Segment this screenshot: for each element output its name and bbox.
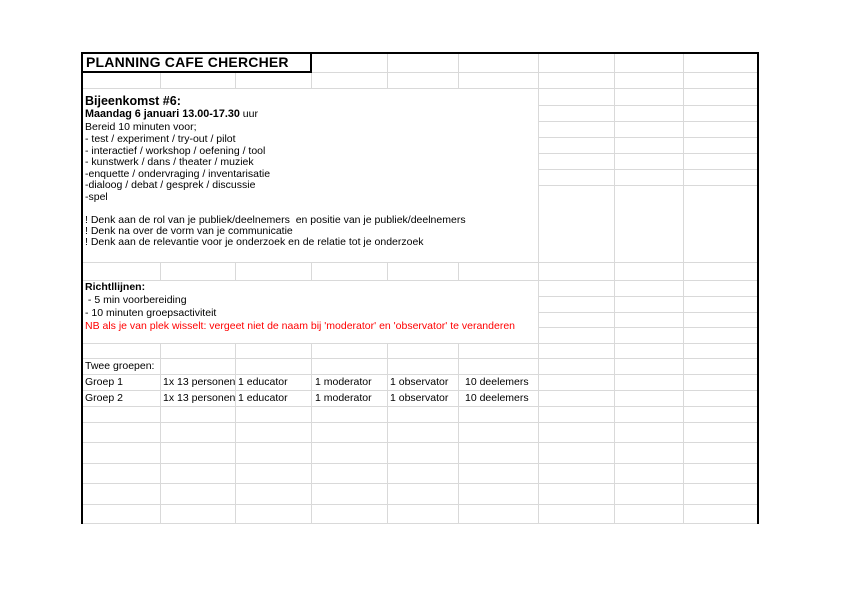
group-cell-personen: 1x 13 personen bbox=[163, 376, 236, 388]
gridline bbox=[614, 343, 615, 523]
note-line: ! Denk aan de rol van je publiek/deelnemers en positie van je publiek/deelnemers bbox=[85, 214, 466, 226]
gridline bbox=[81, 280, 759, 281]
group-name-cell: Groep 2 bbox=[85, 392, 123, 404]
gridline bbox=[81, 442, 759, 443]
group-cell-deelnemers: 10 deelemers bbox=[465, 376, 529, 388]
gridline bbox=[160, 343, 161, 523]
gridline bbox=[235, 262, 236, 280]
gridline bbox=[81, 463, 759, 464]
gridline bbox=[614, 52, 615, 72]
title-cell-border-right bbox=[310, 52, 312, 73]
gridline bbox=[683, 262, 684, 280]
gridline bbox=[311, 72, 759, 73]
gridline bbox=[683, 52, 684, 72]
meeting-datetime-suffix: uur bbox=[239, 108, 258, 120]
gridline bbox=[538, 153, 759, 154]
gridline bbox=[538, 262, 539, 280]
meeting-datetime-bold: Maandag 6 januari 13.00-17.30 bbox=[85, 108, 240, 120]
group-name-cell: Groep 1 bbox=[85, 376, 123, 388]
gridline bbox=[614, 280, 615, 343]
group-cell-moderator: 1 moderator bbox=[315, 392, 372, 404]
gridline bbox=[235, 72, 236, 88]
option-line: - test / experiment / try-out / pilot bbox=[85, 133, 236, 145]
gridline bbox=[458, 343, 459, 523]
gridline bbox=[683, 280, 684, 343]
gridline bbox=[81, 343, 759, 344]
gridline bbox=[458, 52, 459, 72]
gridline bbox=[160, 72, 161, 88]
gridline bbox=[538, 327, 759, 328]
gridline bbox=[387, 52, 388, 72]
gridline bbox=[81, 88, 759, 89]
gridline bbox=[387, 343, 388, 523]
gridline bbox=[538, 312, 759, 313]
gridline bbox=[81, 523, 759, 524]
gridline bbox=[538, 137, 759, 138]
group-row bbox=[81, 374, 759, 390]
option-line: -spel bbox=[85, 190, 108, 203]
gridline bbox=[538, 343, 539, 523]
gridline bbox=[538, 280, 539, 343]
gridline bbox=[81, 483, 759, 484]
group-cell-educator: 1 educator bbox=[238, 376, 288, 388]
groups-heading: Twee groepen: bbox=[85, 360, 155, 372]
group-cell-deelnemers: 10 deelemers bbox=[465, 392, 529, 404]
gridline bbox=[538, 72, 539, 88]
gridline bbox=[538, 169, 759, 170]
nb-warning: NB als je van plek wisselt: vergeet niet de naam bij 'moderator' en 'observator' te veranderen bbox=[85, 320, 515, 332]
title-cell-border-bottom bbox=[81, 71, 312, 73]
option-list bbox=[85, 134, 270, 204]
notes-list bbox=[85, 215, 466, 249]
group-cell-observator: 1 observator bbox=[390, 376, 449, 388]
guideline-item: - 10 minuten groepsactiviteit bbox=[85, 307, 217, 319]
option-line: -enquette / ondervraging / inventarisatie bbox=[85, 167, 271, 180]
note-line: ! Denk na over de vorm van je communicatie bbox=[85, 225, 293, 238]
gridline bbox=[538, 121, 759, 122]
option-line: -dialoog / debat / gesprek / discussie bbox=[85, 179, 256, 192]
sheet-border-left bbox=[81, 52, 83, 524]
gridline bbox=[538, 88, 539, 262]
gridline bbox=[538, 52, 539, 72]
gridline bbox=[81, 406, 759, 407]
gridline bbox=[683, 88, 684, 262]
gridline bbox=[614, 72, 615, 88]
meeting-datetime bbox=[85, 108, 258, 121]
gridline bbox=[458, 262, 459, 280]
gridline bbox=[235, 343, 236, 523]
group-cell-educator: 1 educator bbox=[238, 392, 288, 404]
option-line: - kunstwerk / dans / theater / muziek bbox=[85, 156, 254, 169]
planning-sheet bbox=[81, 52, 759, 524]
group-cell-moderator: 1 moderator bbox=[315, 376, 372, 388]
gridline bbox=[160, 262, 161, 280]
gridline bbox=[311, 343, 312, 523]
gridline bbox=[614, 262, 615, 280]
guideline-item: - 5 min voorbereiding bbox=[85, 294, 187, 306]
option-line: - interactief / workshop / oefening / tool bbox=[85, 144, 266, 157]
guidelines-heading: Richtllijnen: bbox=[85, 281, 146, 293]
gridline bbox=[683, 72, 684, 88]
note-line: ! Denk aan de relevantie voor je onderzoek en de relatie tot je onderzoek bbox=[85, 236, 424, 249]
sheet-title: PLANNING CAFE CHERCHER bbox=[86, 54, 289, 70]
gridline bbox=[387, 262, 388, 280]
gridline bbox=[458, 72, 459, 88]
sheet-border-right bbox=[757, 52, 759, 524]
gridline bbox=[614, 88, 615, 262]
group-cell-observator: 1 observator bbox=[390, 392, 449, 404]
gridline bbox=[81, 504, 759, 505]
gridline bbox=[311, 262, 312, 280]
group-row bbox=[81, 390, 759, 406]
meeting-heading: Bijeenkomst #6: bbox=[85, 94, 181, 108]
gridline bbox=[683, 343, 684, 523]
gridline bbox=[538, 296, 759, 297]
gridline bbox=[81, 262, 759, 263]
gridline bbox=[81, 358, 759, 359]
prepare-line: Bereid 10 minuten voor; bbox=[85, 121, 197, 133]
gridline bbox=[387, 72, 388, 88]
gridline bbox=[311, 72, 312, 88]
group-cell-personen: 1x 13 personen bbox=[163, 392, 236, 404]
gridline bbox=[81, 422, 759, 423]
gridline bbox=[538, 105, 759, 106]
gridline bbox=[538, 185, 759, 186]
